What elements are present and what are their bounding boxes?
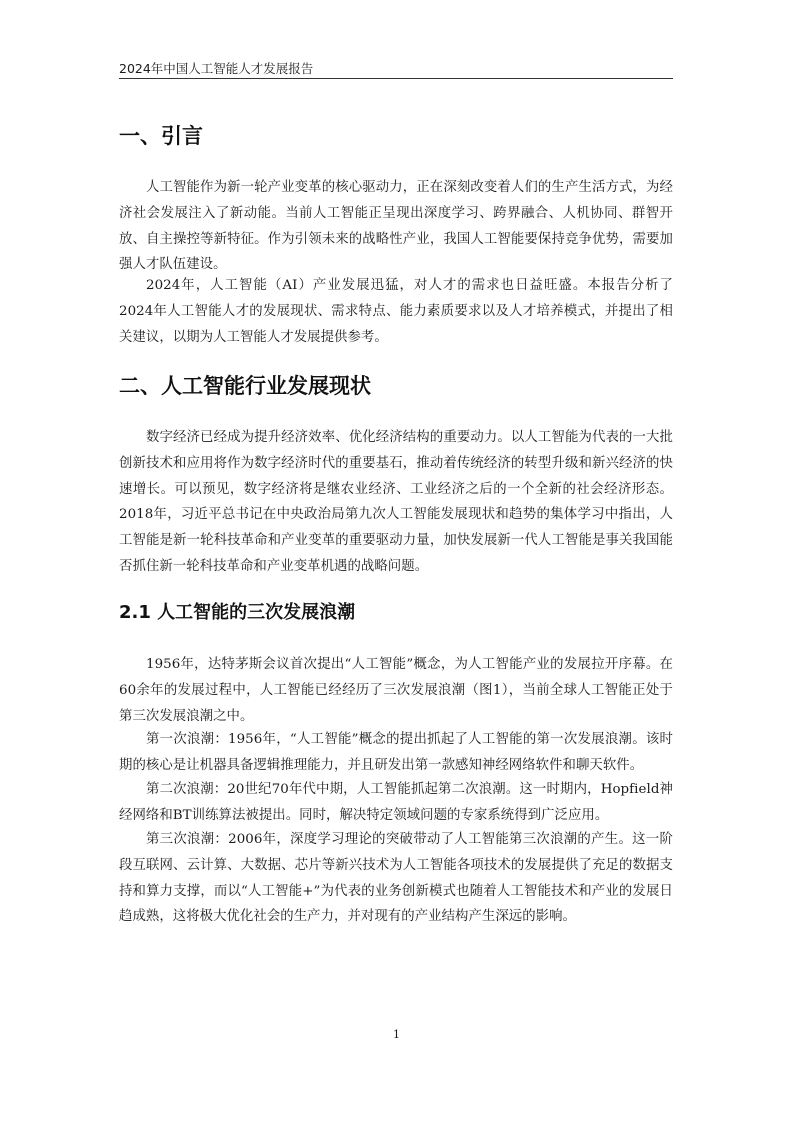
paragraph-intro-2: 2024年，人工智能（AI）产业发展迅猛，对人才的需求也日益旺盛。本报告分析了2024年人工智能人才的发展现状、需求特点、能力素质要求以及人才培养模式，并提出了相关建议，以期为人工智能人才发展提供参考。 <box>119 278 673 345</box>
header-divider <box>119 78 673 79</box>
page-number: 1 <box>393 1028 400 1041</box>
paragraph-waves-third: 第三次浪潮：2006年，深度学习理论的突破带动了人工智能第三次浪潮的产生。这一阶段互联网、云计算、大数据、芯片等新兴技术为人工智能各项技术的发展提供了充足的数据支持和算力支撑，而以“人工智能+”为代表的业务创新模式也随着人工智能技术和产业的发展日趋成熟，这将极大优化社会的生产力，并对现有的产业结构产生深远的影响。 <box>119 832 673 925</box>
section-heading-introduction: 一、引言 <box>119 124 203 148</box>
paragraph-waves-second: 第二次浪潮：20世纪70年代中期，人工智能抓起第二次浪潮。这一时期内，Hopfield神经网络和BT训练算法被提出。同时，解决特定领域问题的专家系统得到广泛应用。 <box>119 782 673 823</box>
subsection-heading-three-waves: 2.1 人工智能的三次发展浪潮 <box>119 602 356 623</box>
section-heading-industry-status: 二、人工智能行业发展现状 <box>119 374 371 398</box>
paragraph-waves-first: 第一次浪潮：1956年，“人工智能”概念的提出抓起了人工智能的第一次发展浪潮。该时期的核心是让机器具备逻辑推理能力，并且研发出第一款感知神经网络软件和聊天软件。 <box>119 732 673 773</box>
paragraph-industry-1: 数字经济已经成为提升经济效率、优化经济结构的重要动力。以人工智能为代表的一大批创新技术和应用将作为数字经济时代的重要基石，推动着传统经济的转型升级和新兴经济的快速增长。可以预见，数字经济将是继农业经济、工业经济之后的一个全新的社会经济形态。2018年，习近平总书记在中央政治局第九次人工智能发展现状和趋势的集体学习中指出，人工智能是新一轮科技革命和产业变革的重要驱动力量，加快发展新一代人工智能是事关我国能否抓住新一轮科技革命和产业变革机遇的战略问题。 <box>119 430 673 574</box>
paragraph-intro-1: 人工智能作为新一轮产业变革的核心驱动力，正在深刻改变着人们的生产生活方式，为经济社会发展注入了新动能。当前人工智能正呈现出深度学习、跨界融合、人机协同、群智开放、自主操控等新特征。作为引领未来的战略性产业，我国人工智能要保持竞争优势，需要加强人才队伍建设。 <box>119 180 673 273</box>
running-header-title: 2024年中国人工智能人才发展报告 <box>119 61 314 76</box>
paragraph-waves-1: 1956年，达特茅斯会议首次提出“人工智能”概念，为人工智能产业的发展拉开序幕。在60余年的发展过程中，人工智能已经经历了三次发展浪潮（图1），当前全球人工智能正处于第三次发展浪潮之中。 <box>119 657 673 724</box>
